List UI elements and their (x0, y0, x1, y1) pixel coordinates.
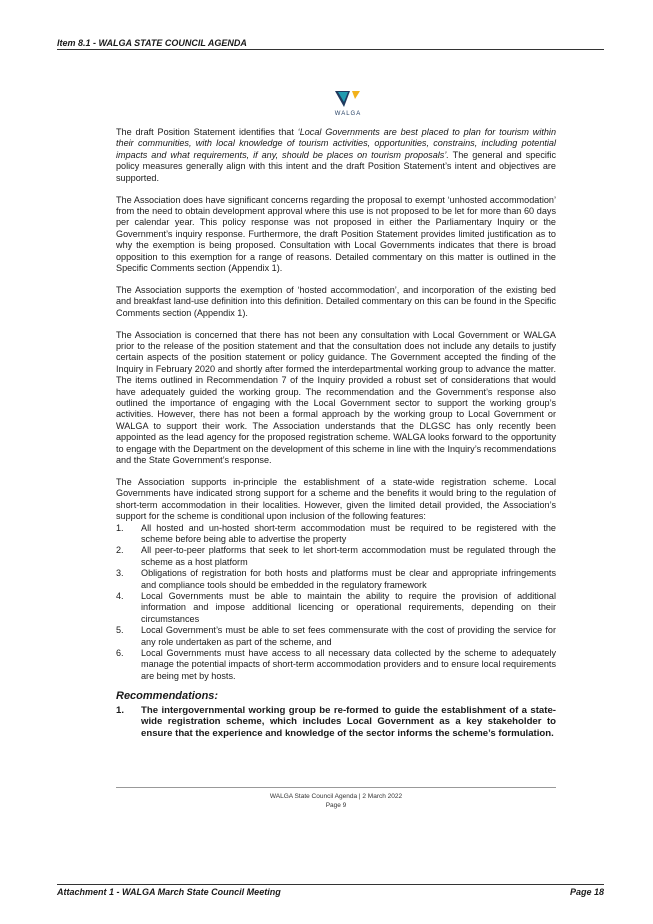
page-footer (57, 887, 604, 897)
conditions-list (116, 523, 556, 683)
inner-footer-divider (116, 787, 556, 788)
list-item (116, 545, 556, 568)
document-body (116, 127, 556, 739)
walga-logo-text: WALGA (334, 111, 362, 117)
paragraph-5: The Association supports in-principle the establishment of a state-wide registration scheme. Local Governments have indicated strong support for a scheme and the benefits it would bring to the regulation of short-term accommodation in their localities. However, given the limited detail provided, the Association’s support for the scheme is conditional upon inclusion of the following features: (116, 476, 556, 522)
list-item-text: Local Governments must be able to maintain the ability to require the provision of additional information and impose additional licencing or operational requirements, depending on their circumstances (141, 591, 556, 624)
list-item-number: 6. (116, 648, 124, 659)
paragraph-1-quote: ‘Local Governments are best placed to plan for tourism within their communities, with local knowledge of tourism activities, opportunities, constrains, including potential impacts and what requirements, if any, should be places on tourism proposals’. (116, 127, 556, 160)
list-item-number: 1. (116, 522, 124, 533)
recommendation-number: 1. (116, 704, 125, 716)
list-item-text: Local Government’s must be able to set fees commensurate with the cost of providing the service for any role undertaken as part of the scheme, and (141, 625, 556, 647)
list-item-text: All hosted and un-hosted short-term accommodation must be required to be registered with the scheme before being able to advertise the property (141, 522, 556, 544)
list-item-text: Local Governments must have access to all necessary data collected by the scheme to adequately manage the potential impacts of short-term accommodation providers and to ensure local requirements are being met by hosts. (141, 648, 556, 681)
list-item (116, 591, 556, 625)
paragraph-4: The Association is concerned that there has not been any consultation with Local Government or WALGA prior to the release of the position statement and that the consultation does not include any details to justify certain aspects of the position statement or policy guidance. The Government accepted the finding of the Inquiry in February 2020 and shortly after formed the interdepartmental working group to advance the matter. The items outlined in Recommendation 7 of the Inquiry provided a robust set of considerations that would have adequately guided the working group. The recommendation and the Government’s response also outlined the importance of engaging with the Local Government sector to support the working group’s activities. However, there has not been a formal approach by the working group to Local Government or WALGA to support their work. The Association understands that the DLGSC has only recently been appointed as the lead agency for the proposed registration scheme. WALGA looks forward to the opportunity to engage with the Department on the development of this scheme in line with the Inquiry’s recommendations and the State Government’s response. (116, 329, 556, 466)
inner-footer (116, 792, 556, 810)
footer-divider (57, 884, 604, 885)
paragraph-1 (116, 127, 556, 184)
walga-logo-icon (333, 89, 363, 109)
list-item (116, 625, 556, 648)
list-item (116, 648, 556, 682)
list-item-text: Obligations of registration for both hosts and platforms must be clear and appropriate infringements and compliance tools should be embedded in the regulatory framework (141, 568, 556, 590)
recommendations-list (116, 705, 556, 739)
list-item-text: All peer-to-peer platforms that seek to let short-term accommodation must be regulated through the scheme as a host platform (141, 545, 556, 567)
footer-attachment: Attachment 1 - WALGA March State Council Meeting (57, 887, 281, 897)
list-item-number: 4. (116, 591, 124, 602)
list-item (116, 568, 556, 591)
list-item (116, 523, 556, 546)
recommendation-text: The intergovernmental working group be re-formed to guide the establishment of a state-wide registration scheme, which includes Local Government as a key stakeholder to ensure that the experience and knowledge of the sector informs the scheme’s formulation. (141, 704, 556, 739)
list-item-number: 5. (116, 625, 124, 636)
footer-page-number: Page 18 (569, 887, 604, 897)
recommendation-item (116, 705, 556, 739)
recommendations-heading: Recommendations: (116, 690, 219, 703)
inner-footer-agenda: WALGA State Council Agenda | 2 March 2022 (269, 793, 403, 800)
paragraph-1-tail: The general and specific policy measures generally align with this intent and the draft Position Statement’s intent and objectives are supported. (116, 149, 556, 183)
walga-logo (330, 89, 366, 117)
paragraph-3: The Association supports the exemption of ‘hosted accommodation’, and incorporation of the existing bed and breakfast land-use definition into this definition. Detailed commentary on this can be found in the Specific Comments section (Appendix 1). (116, 284, 556, 318)
page-header: Item 8.1 - WALGA STATE COUNCIL AGENDA (57, 38, 604, 50)
list-item-number: 3. (116, 568, 124, 579)
list-item-number: 2. (116, 545, 124, 556)
paragraph-1-lead: The draft Position Statement identifies that (116, 127, 298, 137)
inner-footer-page: Page 9 (325, 802, 347, 809)
paragraph-2: The Association does have significant concerns regarding the proposal to exempt ‘unhosted accommodation’ from the need to obtain development approval where this use is not proposed to be let for more than 60 days per calendar year. This policy response was not proposed in either the Parliamentary Inquiry or the Government’s inquiry response. Furthermore, the draft Position Statement provides limited justification as to why the exemption is being proposed. Consultation with Local Governments indicates that there is broad opposition to this exemption for a range of reasons. Detailed commentary on this matter is outlined in the Specific Comments section (Appendix 1). (116, 194, 556, 273)
